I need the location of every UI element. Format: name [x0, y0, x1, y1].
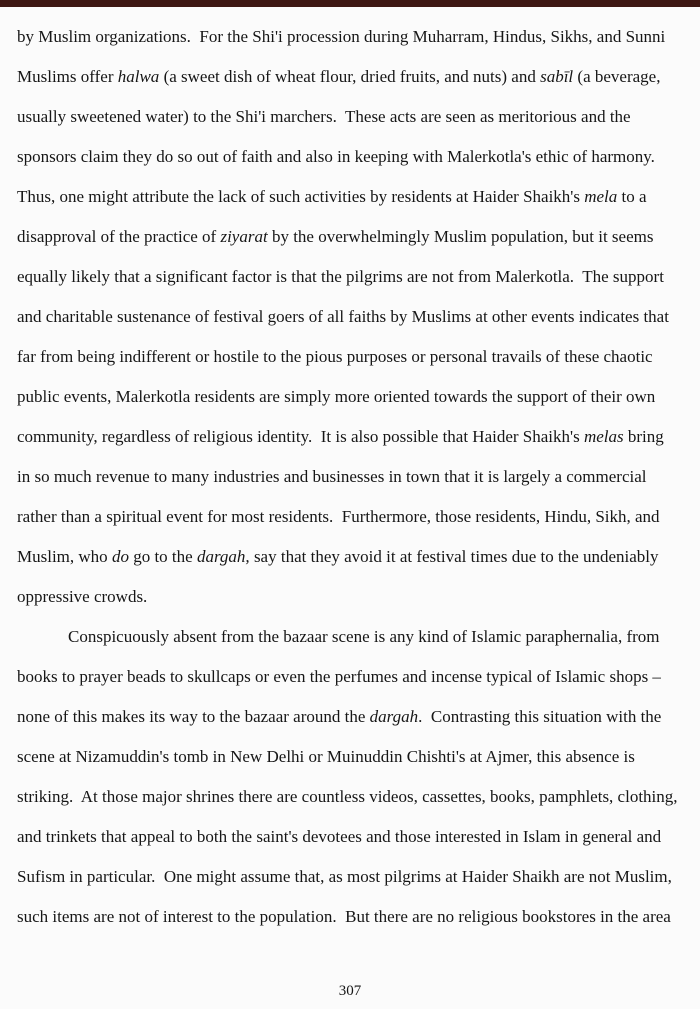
text-line — [17, 577, 687, 617]
text-segment: books to prayer beads to skullcaps or even the perfumes and incense typical of Islamic shops – — [17, 667, 661, 686]
text-segment: community, regardless of religious identity. It is also possible that Haider Shaikh's — [17, 427, 584, 446]
text-line — [17, 177, 687, 217]
text-line — [17, 337, 687, 377]
text-line — [17, 697, 687, 737]
text-segment: sponsors claim they do so out of faith and also in keeping with Malerkotla's ethic of harmony. — [17, 147, 655, 166]
text-segment: in so much revenue to many industries and businesses in town that it is largely a commercial — [17, 467, 647, 486]
text-segment: striking. At those major shrines there are countless videos, cassettes, books, pamphlets, clothing, — [17, 787, 678, 806]
text-line — [17, 537, 687, 577]
text-segment: none of this makes its way to the bazaar around the — [17, 707, 370, 726]
text-segment: Sufism in particular. One might assume that, as most pilgrims at Haider Shaikh are not Muslim, — [17, 867, 672, 886]
italic-term: mela — [584, 187, 618, 206]
text-segment: bring — [623, 427, 664, 446]
italic-term: ziyarat — [220, 227, 268, 246]
text-line — [17, 377, 687, 417]
italic-term: do — [111, 547, 129, 566]
italic-term: dargah, — [196, 547, 250, 566]
text-segment: (a beverage, — [573, 67, 661, 86]
text-segment: far from being indifferent or hostile to the pious purposes or personal travails of these chaotic — [17, 347, 653, 366]
text-body — [17, 17, 687, 937]
text-line — [17, 137, 687, 177]
text-segment: public events, Malerkotla residents are simply more oriented towards the support of their own — [17, 387, 656, 406]
text-segment: disapproval of the practice of — [17, 227, 221, 246]
text-line — [17, 457, 687, 497]
text-segment: and charitable sustenance of festival goers of all faiths by Muslims at other events indicates that — [17, 307, 669, 326]
text-segment: usually sweetened water) to the Shi'i marchers. These acts are seen as meritorious and the — [17, 107, 631, 126]
text-line — [17, 737, 687, 777]
italic-term: melas — [583, 427, 624, 446]
text-segment: oppressive crowds. — [17, 587, 148, 606]
text-line — [17, 857, 687, 897]
italic-term: sabīl — [540, 67, 574, 86]
text-segment: Muslims offer — [17, 67, 118, 86]
text-line — [17, 657, 687, 697]
text-line — [17, 417, 687, 457]
text-segment: to a — [617, 187, 647, 206]
text-line — [17, 217, 687, 257]
text-segment: go to the — [128, 547, 197, 566]
text-segment: and trinkets that appeal to both the saint's devotees and those interested in Islam in general and — [17, 827, 662, 846]
text-line — [17, 57, 687, 97]
text-segment: scene at Nizamuddin's tomb in New Delhi or Muinuddin Chishti's at Ajmer, this absence is — [17, 747, 635, 766]
text-line — [17, 777, 687, 817]
text-segment: by the overwhelmingly Muslim population, but it seems — [267, 227, 654, 246]
text-line — [17, 617, 687, 657]
text-segment: rather than a spiritual event for most residents. Furthermore, those residents, Hindu, Sikh, and — [17, 507, 660, 526]
text-line — [17, 97, 687, 137]
text-segment: say that they avoid it at festival times due to the undeniably — [249, 547, 659, 566]
text-segment: Thus, one might attribute the lack of such activities by residents at Haider Shaikh's — [17, 187, 585, 206]
text-line — [17, 257, 687, 297]
page-number: 307 — [338, 983, 362, 999]
text-line — [17, 897, 687, 937]
top-edge-bar — [0, 0, 700, 7]
text-segment: by Muslim organizations. For the Shi'i procession during Muharram, Hindus, Sikhs, and Sunni — [17, 27, 666, 46]
text-line — [17, 17, 687, 57]
text-line — [17, 497, 687, 537]
text-segment: equally likely that a significant factor is that the pilgrims are not from Malerkotla. The support — [17, 267, 664, 286]
text-segment: Muslim, who — [17, 547, 112, 566]
text-segment: such items are not of interest to the population. But there are no religious bookstores in the area — [17, 907, 671, 926]
italic-term: dargah — [369, 707, 419, 726]
text-line — [17, 297, 687, 337]
text-segment: (a sweet dish of wheat flour, dried fruits, and nuts) and — [159, 67, 541, 86]
text-segment: . Contrasting this situation with the — [418, 707, 662, 726]
text-line — [17, 817, 687, 857]
text-segment: Conspicuously absent from the bazaar scene is any kind of Islamic paraphernalia, from — [68, 627, 660, 646]
italic-term: halwa — [117, 67, 160, 86]
